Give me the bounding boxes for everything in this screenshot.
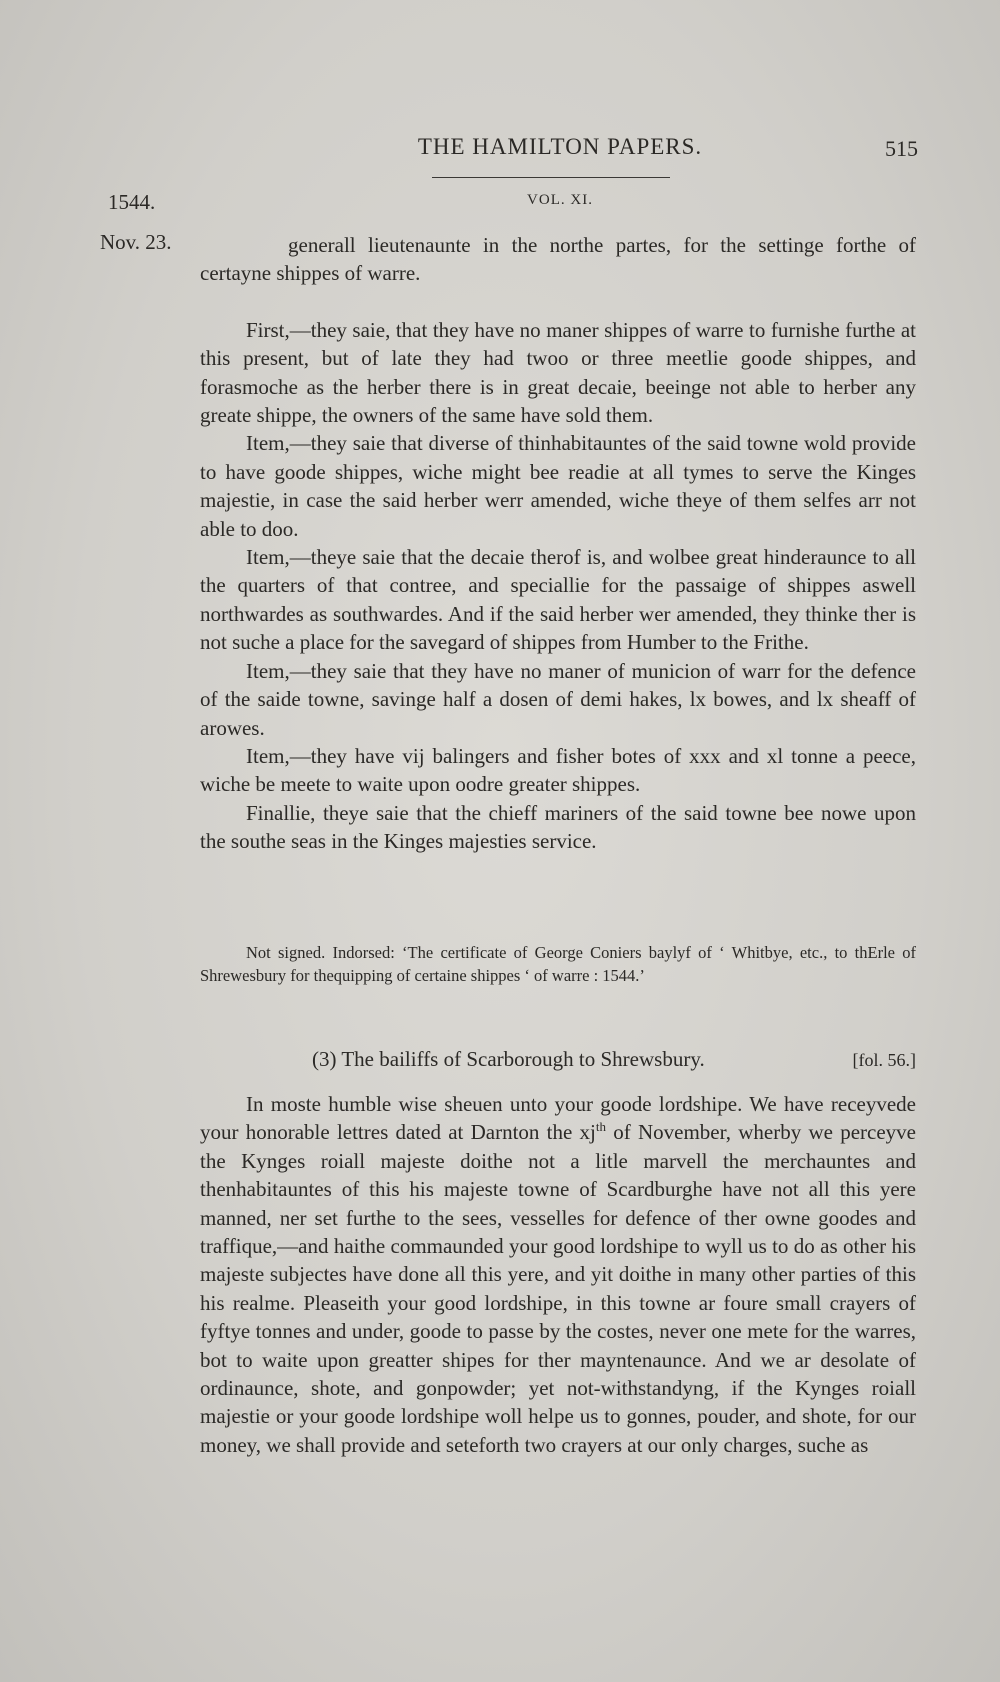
page-number: 515 (885, 136, 918, 161)
folio-reference: [fol. 56.] (852, 1050, 916, 1070)
letter-heading: (3) The bailiffs of Scarborough to Shrewsbury. (312, 1047, 705, 1071)
paragraph: First,—they saie, that they have no maner shippes of warre to furnishe furthe at this present, but of late they had twoo or three meetlie goode shippes, and forasmoche as the herber there is in great decaie, beeinge not able to herber any greate shippe, the owners of the same have sold them. (200, 317, 916, 428)
running-title: THE HAMILTON PAPERS. (417, 134, 703, 159)
paragraph: Item,—theye saie that the decaie therof is, and wolbee great hinderaunce to all the quarters of that contree, and speciallie for the passaige of shippes aswell northwardes as southwardes. And if the said herber wer amended, they thinke ther is not suche a place for the savegard of shippes from Humber to the Frithe. (200, 545, 916, 655)
letter-text (200, 1090, 916, 1459)
paragraph: generall lieutenaunte in the northe partes, for the settinge forthe of certayne shippes of warre. (200, 233, 916, 286)
letter-text-part: In moste humble wise sheuen unto your goode lordshipe. We have receyvede your honorable lettres dated at Darnton the xj (200, 1092, 916, 1145)
header-rule (432, 177, 670, 178)
paragraph: Item,—they saie that diverse of thinhabitauntes of the said towne wold provide to have goode shippes, wiche might bee readie at all tymes to serve the Kinges majestie, in case the said herber werr amended, wiche theye of them selfes arr not able to doo. (200, 431, 916, 541)
paragraph (200, 1090, 916, 1459)
margin-date: Nov. 23. (100, 230, 172, 254)
paragraph: Finallie, theye saie that the chieff mariners of the said towne bee nowe upon the southe seas in the Kinges majesties service. (200, 800, 916, 854)
certificate-text (200, 231, 916, 856)
volume-label: VOL. XI. (527, 192, 593, 208)
letter-heading-row (200, 1047, 916, 1077)
margin-year: 1544. (108, 190, 156, 214)
superscript: th (595, 1119, 607, 1135)
letter-text-part: of November, wherby we perceyve the Kynges roiall majeste doithe not a litle marvell the merchauntes and thenhabitauntes of this his majeste towne of Scardburghe have not all this yere manned, ner set furthe to the sees, vesselles for defence of ther owne goodes and traffique,—and haithe commaunded your good lordshipe to wyll us to do as other his majeste subjectes have done all this yere, and yit doithe in many other parties of this his realme. Pleaseith your good lordshipe, in this towne ar foure small crayers of fyftye tonnes and under, goode to passe by the costes, never one mete for the warres, bot to waite upon greatter shipes for ther mayntenaunce. And we ar desolate of ordinaunce, shote, and gonpowder; yet not-withstandyng, if the Kynges roiall majestie or your goode lordshipe woll helpe us to gonnes, pouder, and shote, for our money, we shall provide and seteforth two crayers at our only charges, suche as (200, 1120, 916, 1457)
endorsement-note (200, 942, 916, 987)
endorsement-text: Not signed. Indorsed: ‘The certificate of George Coniers baylyf of ‘ Whitbye, etc., to thErle of Shrewesbury for thequipping of certaine shippes ‘ of warre : 1544.’ (200, 943, 916, 985)
paragraph: Item,—they saie that they have no maner of municion of warr for the defence of the saide towne, savinge half a dosen of demi hakes, lx bowes, and lx sheaff of arowes. (200, 658, 916, 740)
paragraph: Item,—they have vij balingers and fisher botes of xxx and xl tonne a peece, wiche be meete to waite upon oodre greater shippes. (200, 743, 916, 797)
